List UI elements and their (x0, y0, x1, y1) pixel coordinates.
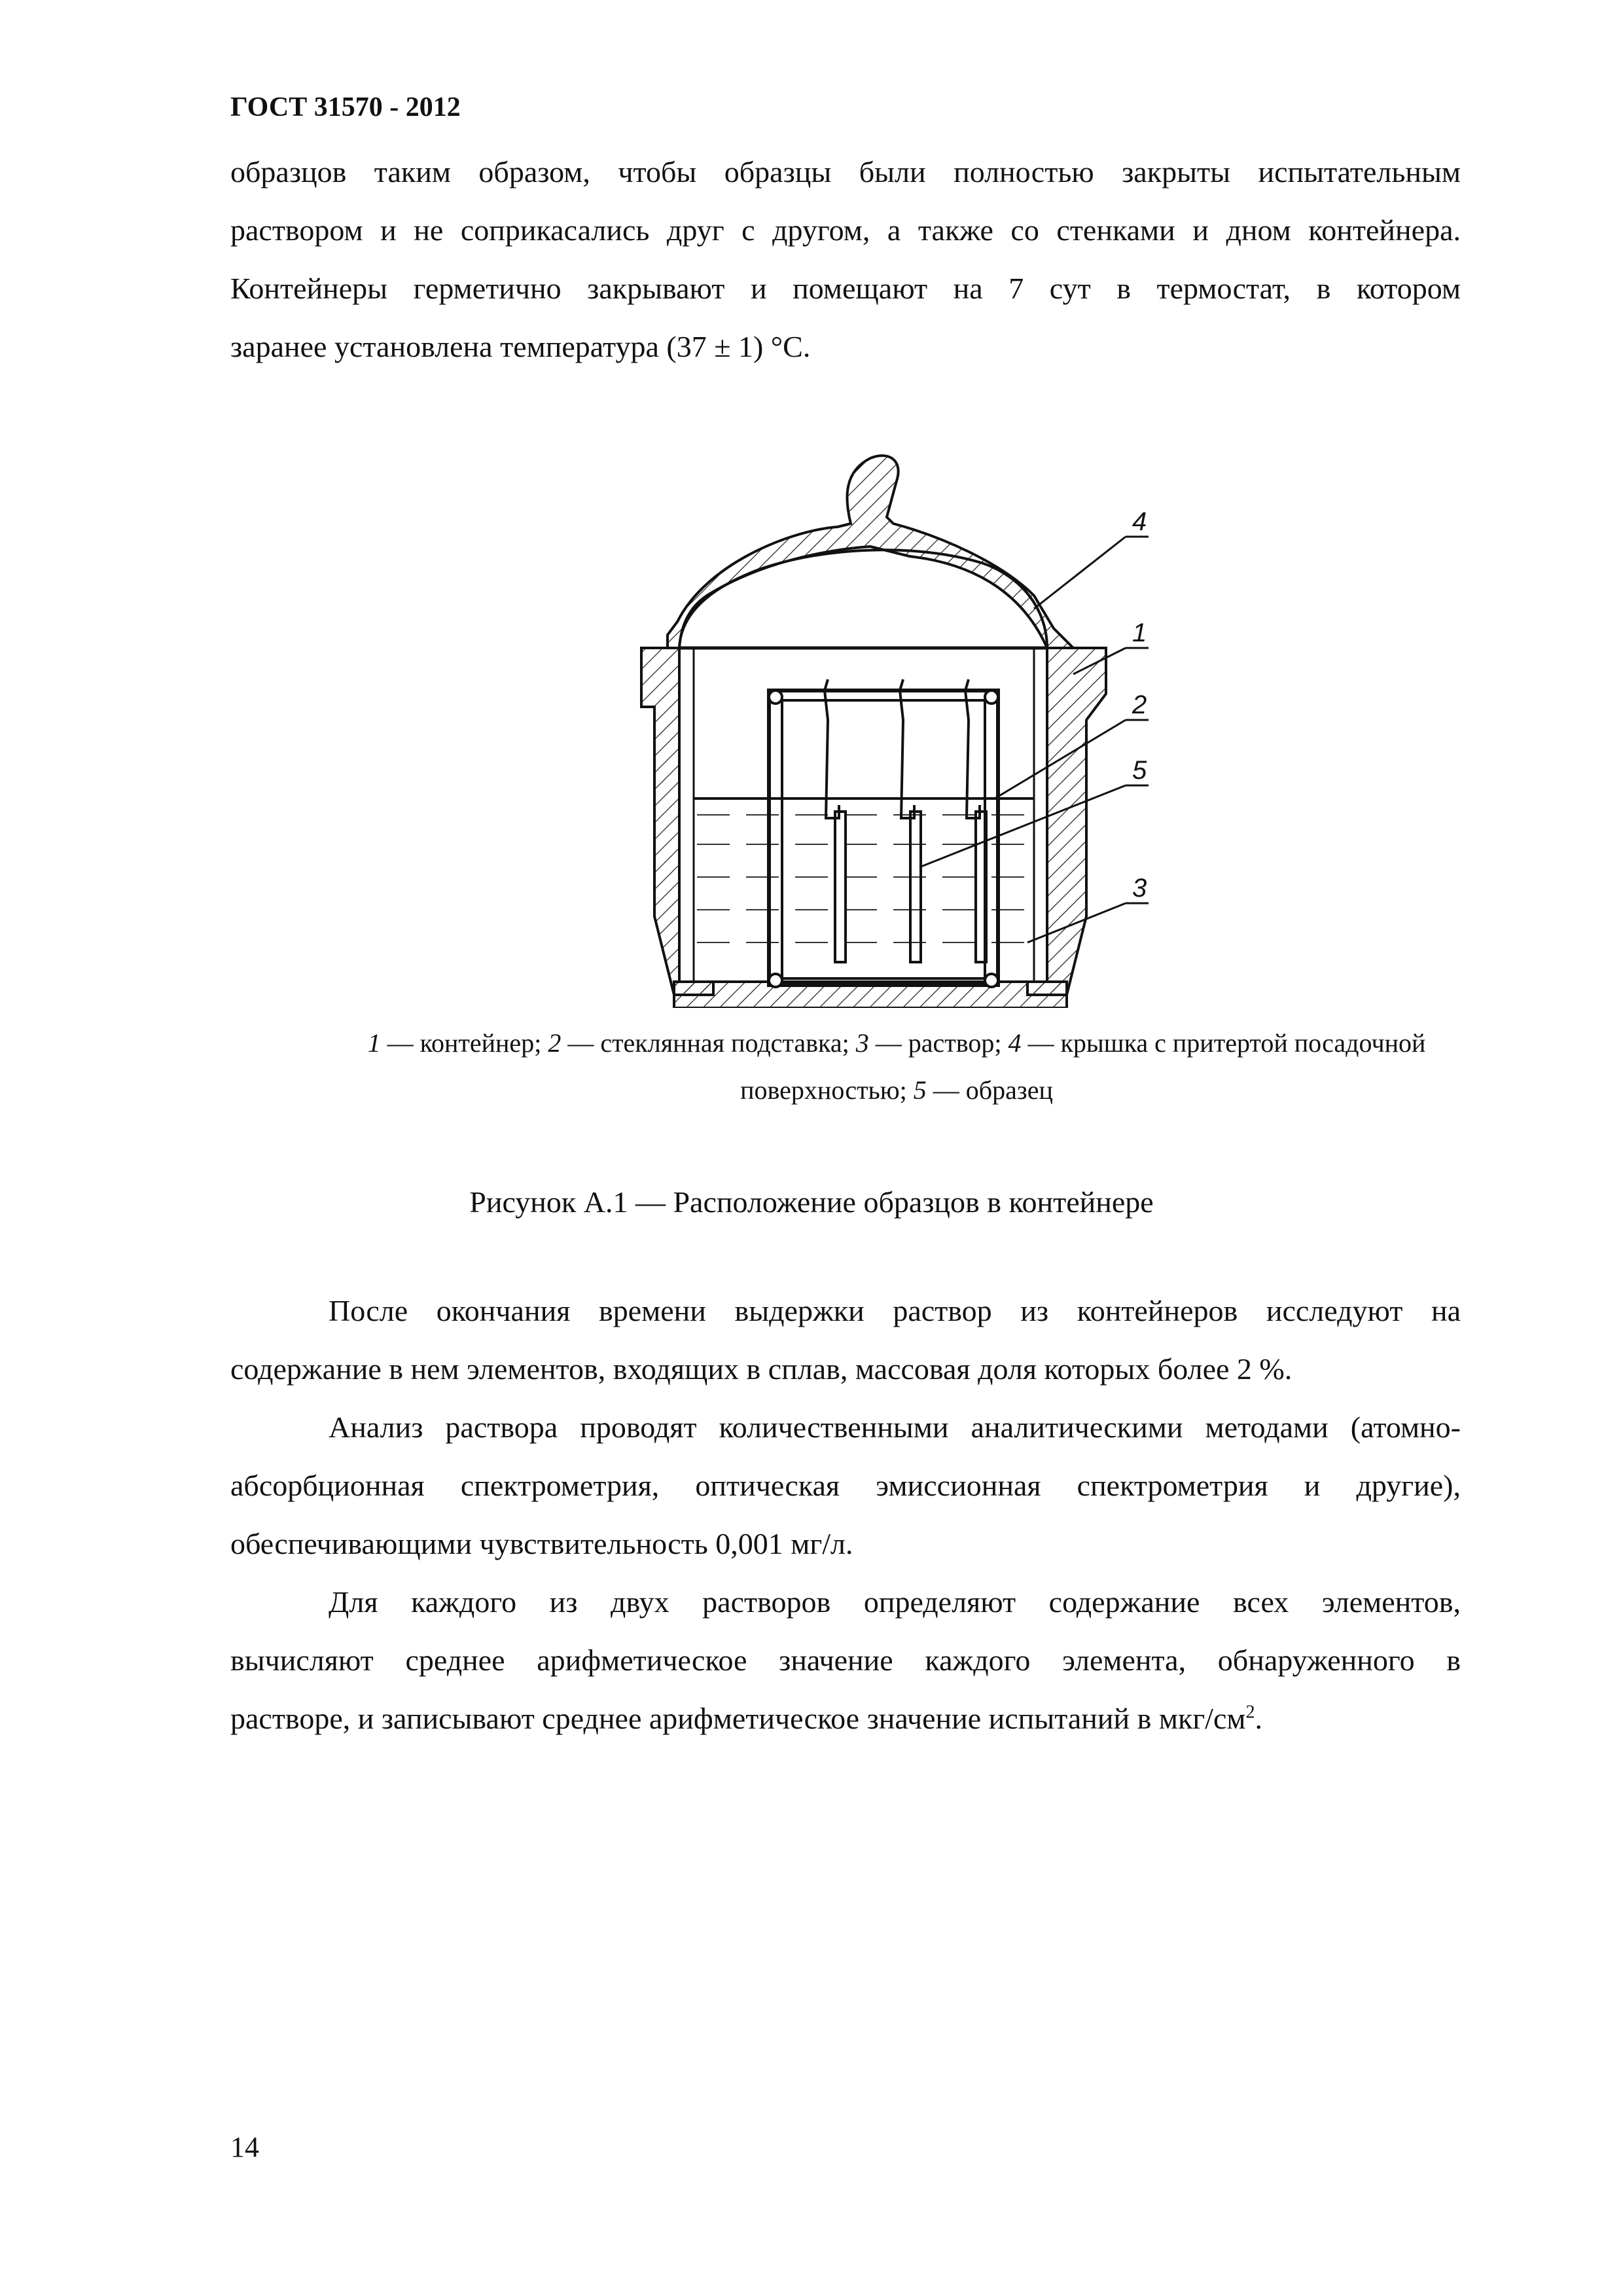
text-line: Для каждого из двух растворов определяют содержание всех элементов, (329, 1585, 1461, 1619)
text-line: раствором и не соприкасались друг с другом, а также со стенками и дном контейнера. (230, 213, 1461, 247)
page-number: 14 (230, 2131, 259, 2163)
text-line: обеспечивающими чувствительность 0,001 мг/л. (230, 1527, 853, 1560)
text-line: После окончания времени выдержки раствор из контейнеров исследуют на (329, 1294, 1461, 1327)
label-3: 3 (1132, 874, 1147, 903)
text-line: образцов таким образом, чтобы образцы были полностью закрыты испытательным (230, 155, 1461, 188)
container-diagram (628, 432, 1185, 1008)
text-line: Контейнеры герметично закрывают и помещают на 7 сут в термостат, в котором (230, 272, 1461, 305)
superscript: 2 (1245, 1702, 1255, 1723)
paragraph-1 (230, 143, 1461, 376)
paragraph-3 (230, 1398, 1461, 1573)
label-5: 5 (1132, 756, 1147, 785)
document-header: ГОСТ 31570 - 2012 (230, 92, 461, 122)
text-line: заранее установлена температура (37 ± 1) °С. (230, 330, 811, 363)
figure-legend-line-2: поверхностью; 5 — образец (740, 1075, 1053, 1105)
samples (825, 679, 986, 962)
paragraph-4 (230, 1573, 1461, 1748)
container-wall-right (1027, 648, 1106, 995)
text-line: содержание в нем элементов, входящих в сплав, массовая доля которых более 2 %. (230, 1352, 1293, 1386)
label-1: 1 (1132, 619, 1147, 647)
lid (668, 456, 1073, 648)
figure-legend-line-1: 1 — контейнер; 2 — стеклянная подставка; 3 — раствор; 4 — крышка с притертой посадочной (367, 1028, 1426, 1058)
text-line: растворе, и записывают среднее арифметическое значение испытаний в мкг/$см^2$. (230, 1702, 1262, 1735)
text-line: абсорбционная спектрометрия, оптическая эмиссионная спектрометрия и другие), (230, 1469, 1461, 1502)
text-line: Анализ раствора проводят количественными аналитическими методами (атомно- (329, 1410, 1461, 1444)
label-2: 2 (1132, 691, 1147, 719)
figure-title: Рисунок А.1 — Расположение образцов в контейнере (469, 1185, 1154, 1219)
text-line: вычисляют среднее арифметическое значение каждого элемента, обнаруженного в (230, 1643, 1461, 1677)
paragraph-2 (230, 1282, 1461, 1398)
glass-stand (769, 691, 998, 985)
label-4: 4 (1132, 507, 1147, 536)
